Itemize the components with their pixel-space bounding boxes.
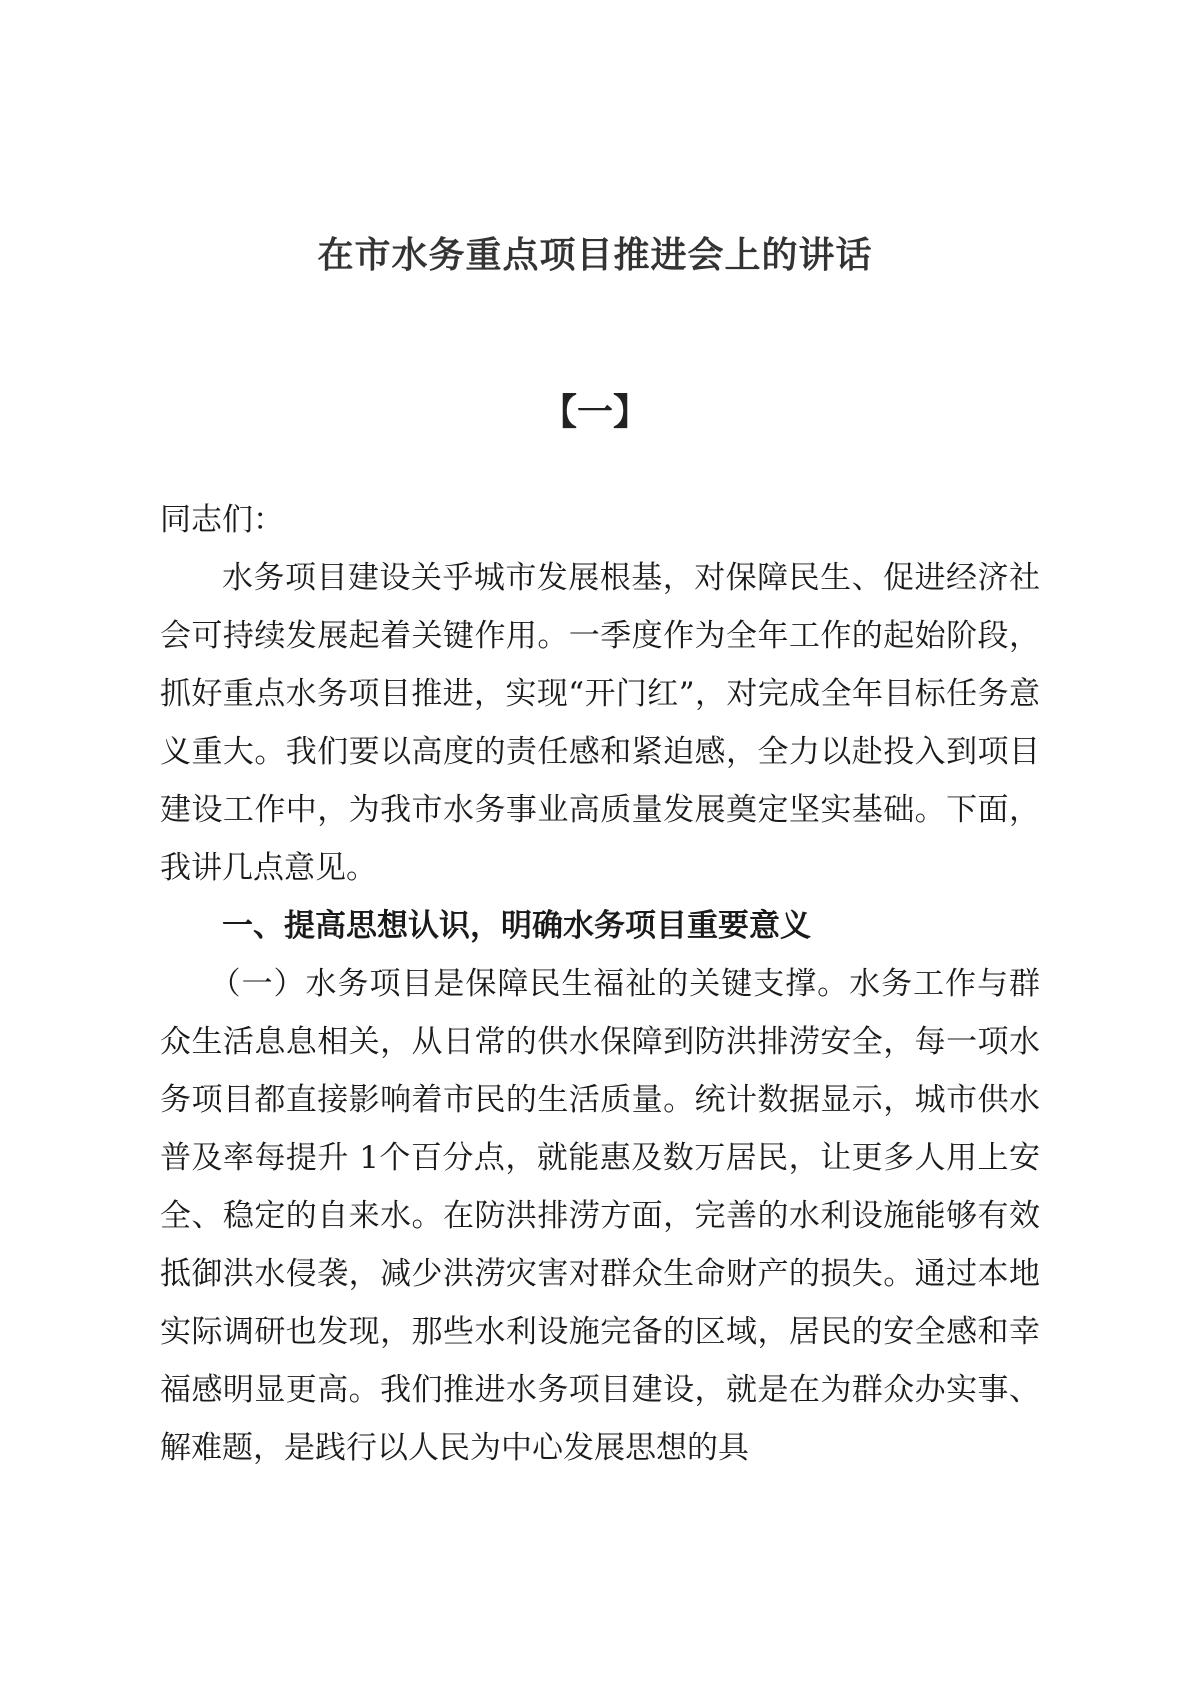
intro-paragraph: 水务项目建设关乎城市发展根基，对保障民生、促进经济社会可持续发展起着关键作用。一季度作为全年工作的起始阶段，抓好重点水务项目推进，实现“开门红”，对完成全年目标任务意义重大。我们要以高度的责任感和紧迫感，全力以赴投入到项目建设工作中，为我市水务事业高质量发展奠定坚实基础。下面，我讲几点意见。 [160, 560, 1040, 886]
section-heading-1: 一、提高思想认识，明确水务项目重要意义 [222, 908, 811, 944]
salutation: 同志们： [160, 502, 284, 538]
document-title: 在市水务重点项目推进会上的讲话 [317, 235, 873, 276]
paragraph-1: （一）水务项目是保障民生福祉的关键支撑。水务工作与群众生活息息相关，从日常的供水保障到防洪排涝安全，每一项水务项目都直接影响着市民的生活质量。统计数据显示，城市供水普及率每提升 1个百分点，就能惠及数万居民，让更多人用上安全、稳定的自来水。在防洪排涝方面，完善的水利设施能够有效抵御洪水侵袭，减少洪涝灾害对群众生命财产的损失。通过本地实际调研也发现，那些水利设施完备的区域，居民的安全感和幸福感明显更高。我们推进水务项目建设，就是在为群众办实事、解难题，是践行以人民为中心发展思想的具 [160, 966, 1040, 1466]
document-body [160, 491, 1040, 1477]
section-mark: 【一】 [540, 392, 649, 433]
